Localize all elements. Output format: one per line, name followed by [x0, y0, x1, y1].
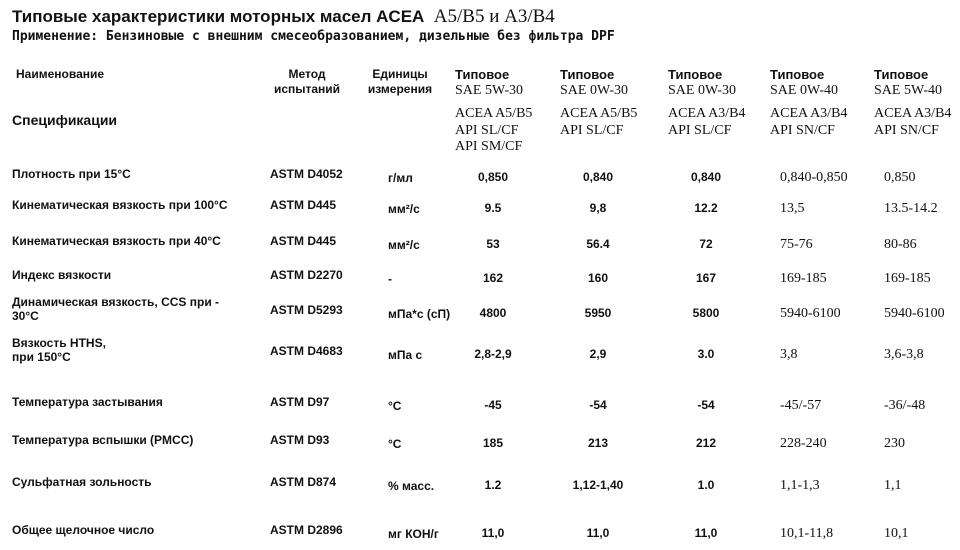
row-value: 5940-6100: [884, 306, 945, 321]
row-value: 2,8-2,9: [474, 347, 512, 361]
row-method: ASTM D874: [270, 475, 337, 489]
row-value: 228-240: [780, 436, 827, 451]
product-header-4-line3: ACEA A3/B4: [770, 106, 848, 121]
row-method: ASTM D97: [270, 395, 330, 409]
row-value: 10,1: [884, 526, 909, 541]
row-name: [12, 295, 219, 323]
row-name: [12, 167, 131, 181]
row-method: ASTM D2270: [270, 268, 343, 282]
row-name: [12, 198, 228, 212]
row-unit: -: [388, 272, 392, 286]
row-value: 13.5-14.2: [884, 201, 938, 216]
row-method: ASTM D2896: [270, 523, 343, 537]
row-value: 9.5: [484, 201, 502, 215]
row-value: 169-185: [884, 271, 931, 286]
row-value: 1,12-1,40: [572, 478, 624, 492]
row-method: ASTM D445: [270, 198, 337, 212]
row-value: 11,0: [481, 526, 505, 540]
row-value: 56.4: [586, 237, 610, 251]
row-name-line1: Температура застывания: [12, 395, 163, 409]
product-header-4-line4: API SN/CF: [770, 123, 835, 138]
product-header-2-line2: SAE 0W-30: [560, 83, 629, 98]
row-value: 0,840-0,850: [780, 170, 848, 185]
row-name-line1: Кинематическая вязкость при 40°С: [12, 234, 221, 248]
product-header-1-line4: API SL/CF: [455, 123, 519, 138]
row-value: 75-76: [780, 237, 813, 252]
header-method-line1: Метод: [288, 67, 326, 81]
row-name-line1: Плотность при 15°С: [12, 167, 131, 181]
row-name-line1: Сульфатная зольность: [12, 475, 152, 489]
row-unit: мПа с: [388, 348, 423, 362]
row-value: 0,850: [884, 170, 916, 185]
row-value: 3.0: [697, 347, 715, 361]
row-name: [12, 523, 154, 537]
row-method: ASTM D445: [270, 234, 337, 248]
row-value: 9,8: [589, 201, 607, 215]
row-name-line2: 30°С: [12, 309, 39, 323]
row-value: 1,1-1,3: [780, 478, 820, 493]
row-name: [12, 336, 106, 364]
product-header-3: [668, 67, 745, 139]
row-name: [12, 475, 152, 489]
row-value: 53: [486, 237, 500, 251]
product-header-2: [560, 67, 637, 139]
row-value: 162: [482, 271, 504, 285]
product-header-4-line2: SAE 0W-40: [770, 83, 839, 98]
product-header-3-line2: SAE 0W-30: [668, 83, 737, 98]
product-header-3-line4: API SL/CF: [668, 123, 732, 138]
row-value: 169-185: [780, 271, 827, 286]
row-name-line1: Индекс вязкости: [12, 268, 112, 282]
header-units-line2: измерения: [367, 82, 433, 96]
product-header-5-line3: ACEA A3/B4: [874, 106, 952, 121]
product-header-1: [455, 67, 532, 155]
row-value: -36/-48: [884, 398, 926, 413]
row-value: 0,850: [477, 170, 509, 184]
row-value: 11,0: [586, 526, 610, 540]
row-unit: °С: [388, 399, 402, 413]
row-value: 212: [695, 436, 717, 450]
page-title: [12, 6, 555, 28]
row-value: 1,1: [884, 478, 902, 493]
row-method: ASTM D5293: [270, 303, 343, 317]
row-value: 1.0: [697, 478, 715, 492]
row-name: [12, 395, 163, 409]
product-header-5-line2: SAE 5W-40: [874, 83, 943, 98]
product-header-1-line1: Типовое: [455, 67, 510, 82]
header-method-line2: испытаний: [273, 82, 341, 96]
product-header-5-line1: Типовое: [874, 67, 929, 82]
row-unit: мПа*с (сП): [388, 307, 451, 321]
row-unit: г/мл: [388, 171, 413, 185]
row-value: 5940-6100: [780, 306, 841, 321]
row-value: 5950: [584, 306, 612, 320]
product-header-1-line5: API SM/CF: [455, 139, 523, 154]
row-name: [12, 268, 111, 282]
row-method: ASTM D93: [270, 433, 330, 447]
row-value: 3,6-3,8: [884, 347, 924, 362]
product-header-5-line4: API SN/CF: [874, 123, 939, 138]
row-method: ASTM D4052: [270, 167, 343, 181]
row-value: 0,840: [582, 170, 614, 184]
product-header-4-line1: Типовое: [770, 67, 825, 82]
row-value: 167: [695, 271, 717, 285]
row-unit: °С: [388, 437, 402, 451]
row-name: [12, 433, 193, 447]
row-value: 0,840: [690, 170, 722, 184]
row-name-line1: Динамическая вязкость, CCS при -: [12, 295, 220, 309]
product-header-3-line1: Типовое: [668, 67, 723, 82]
product-header-2-line3: ACEA A5/B5: [560, 106, 638, 121]
row-value: 72: [699, 237, 713, 251]
row-value: 4800: [479, 306, 507, 320]
row-value: -45: [484, 398, 502, 412]
row-value: 160: [587, 271, 609, 285]
row-method: ASTM D4683: [270, 344, 343, 358]
row-value: 1.2: [484, 478, 502, 492]
row-value: 2,9: [589, 347, 607, 361]
row-unit: % масс.: [388, 479, 435, 493]
header-method: [262, 67, 352, 97]
row-unit: мг КОН/г: [388, 527, 439, 541]
row-value: -45/-57: [780, 398, 822, 413]
product-header-5: [874, 67, 951, 139]
row-name: [12, 234, 221, 248]
product-header-3-line3: ACEA A3/B4: [668, 106, 746, 121]
product-header-1-line3: ACEA A5/B5: [455, 106, 533, 121]
row-value: -54: [589, 398, 607, 412]
row-name-line1: Вязкость HTHS,: [12, 336, 106, 350]
row-unit: мм²/с: [388, 202, 420, 216]
row-value: 5800: [692, 306, 720, 320]
row-value: 11,0: [694, 526, 718, 540]
row-value: 13,5: [780, 201, 805, 216]
row-value: 12.2: [694, 201, 718, 215]
row-name-line1: Температура вспышки (PMCC): [12, 433, 194, 447]
product-header-2-line1: Типовое: [560, 67, 615, 82]
product-header-1-line2: SAE 5W-30: [455, 83, 524, 98]
row-name-line1: Кинематическая вязкость при 100°С: [12, 198, 228, 212]
header-units: [360, 67, 440, 97]
header-specs: Спецификации: [12, 112, 118, 128]
row-value: -54: [697, 398, 715, 412]
row-name-line2: при 150°С: [12, 350, 71, 364]
page-subtitle: Применение: Бензиновые с внешним смесеобразованием, дизельные без фильтра DPF: [12, 29, 615, 44]
product-header-2-line4: API SL/CF: [560, 123, 624, 138]
title-suffix: A5/B5 и A3/B4: [433, 6, 555, 27]
header-units-line1: Единицы: [372, 67, 428, 81]
row-value: 10,1-11,8: [780, 526, 834, 541]
row-value: 3,8: [780, 347, 798, 362]
row-unit: мм²/с: [388, 238, 420, 252]
row-value: 230: [884, 436, 905, 451]
header-name: Наименование: [16, 67, 105, 81]
row-name-line1: Общее щелочное число: [12, 523, 155, 537]
row-value: 185: [482, 436, 504, 450]
row-value: 213: [587, 436, 609, 450]
row-value: 80-86: [884, 237, 917, 252]
title-main: Типовые характеристики моторных масел ACEA: [12, 7, 425, 26]
product-header-4: [770, 67, 847, 139]
